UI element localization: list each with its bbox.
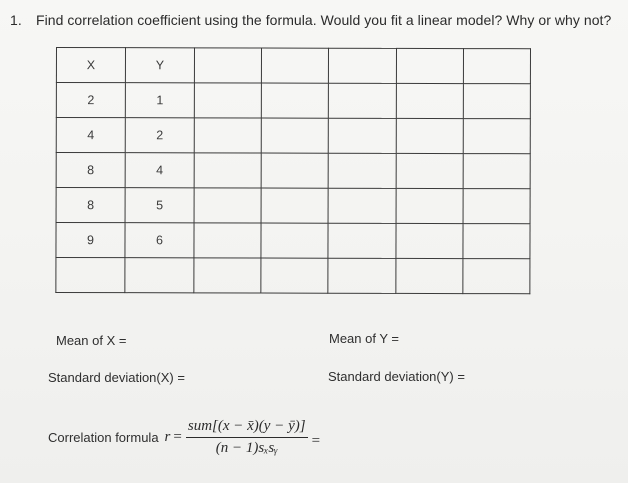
table-row <box>56 118 530 154</box>
mean-y-label: Mean of Y = <box>329 331 399 346</box>
table-cell: 2 <box>125 118 194 153</box>
table-header-cell <box>396 48 463 83</box>
table-cell: 9 <box>56 223 125 258</box>
table-cell <box>194 83 261 118</box>
table-header-cell: Y <box>125 48 194 83</box>
table-cell <box>194 223 261 258</box>
question-number: 1. <box>10 12 22 28</box>
table-cell <box>261 118 328 153</box>
table-cell <box>328 188 395 223</box>
table-header-cell <box>262 48 329 83</box>
formula-r-symbol: r <box>164 429 171 445</box>
table-cell <box>395 258 462 293</box>
table-row <box>56 188 530 224</box>
table-cell <box>396 83 463 118</box>
correlation-formula <box>48 418 320 457</box>
table-cell <box>329 83 396 118</box>
table-cell <box>194 118 261 153</box>
formula-fraction <box>186 418 308 457</box>
table-cell: 6 <box>125 223 194 258</box>
mean-x-label: Mean of X = <box>56 333 127 348</box>
table-cell <box>125 258 194 293</box>
table-cell: 8 <box>56 188 125 223</box>
table-cell: 4 <box>125 153 194 188</box>
table-cell <box>329 118 396 153</box>
table-cell <box>261 188 328 223</box>
table-cell <box>329 153 396 188</box>
table-cell <box>261 223 328 258</box>
correlation-label: Correlation formula <box>48 430 159 445</box>
table-cell <box>194 153 261 188</box>
table-cell <box>463 84 530 119</box>
table-cell: 4 <box>56 118 125 153</box>
table-cell <box>463 224 530 259</box>
data-table <box>55 47 531 294</box>
table-row <box>56 153 530 189</box>
table-header-cell <box>463 49 530 84</box>
std-x-label: Standard deviation(X) = <box>48 370 185 385</box>
table-cell <box>261 258 328 293</box>
table-cell: 5 <box>125 188 194 223</box>
formula-trailing-equals: = <box>311 433 321 449</box>
table-cell <box>396 223 463 258</box>
table-row <box>56 223 530 259</box>
table-cell <box>396 118 463 153</box>
table-row <box>56 83 530 119</box>
table-cell <box>194 258 261 293</box>
table-cell: 1 <box>125 83 194 118</box>
table-cell <box>56 258 125 293</box>
table-row <box>56 258 530 294</box>
question-prompt <box>10 12 611 28</box>
table-cell <box>328 258 395 293</box>
table-cell: 8 <box>56 153 125 188</box>
table-header-cell: X <box>56 48 125 83</box>
table-cell <box>261 153 328 188</box>
question-text: Find correlation coefficient using the formula. Would you fit a linear model? Why or why not? <box>36 12 612 28</box>
table-cell <box>262 83 329 118</box>
std-y-label: Standard deviation(Y) = <box>328 369 465 384</box>
table-cell <box>194 188 261 223</box>
table-cell <box>463 259 530 294</box>
formula-numerator: sum[(x − x̄)(y − ȳ)] <box>186 418 308 438</box>
table-cell: 2 <box>56 83 125 118</box>
table-cell <box>463 189 530 224</box>
table-cell <box>396 188 463 223</box>
table-cell <box>396 153 463 188</box>
table-cell <box>463 119 530 154</box>
table-header-cell <box>194 48 261 83</box>
table-header-cell <box>329 48 396 83</box>
formula-denominator: (n − 1)sₓsᵧ <box>215 440 278 456</box>
formula-equals: = <box>173 429 182 445</box>
table-cell <box>463 154 530 189</box>
table-cell <box>328 223 395 258</box>
table-header-row <box>56 48 530 84</box>
